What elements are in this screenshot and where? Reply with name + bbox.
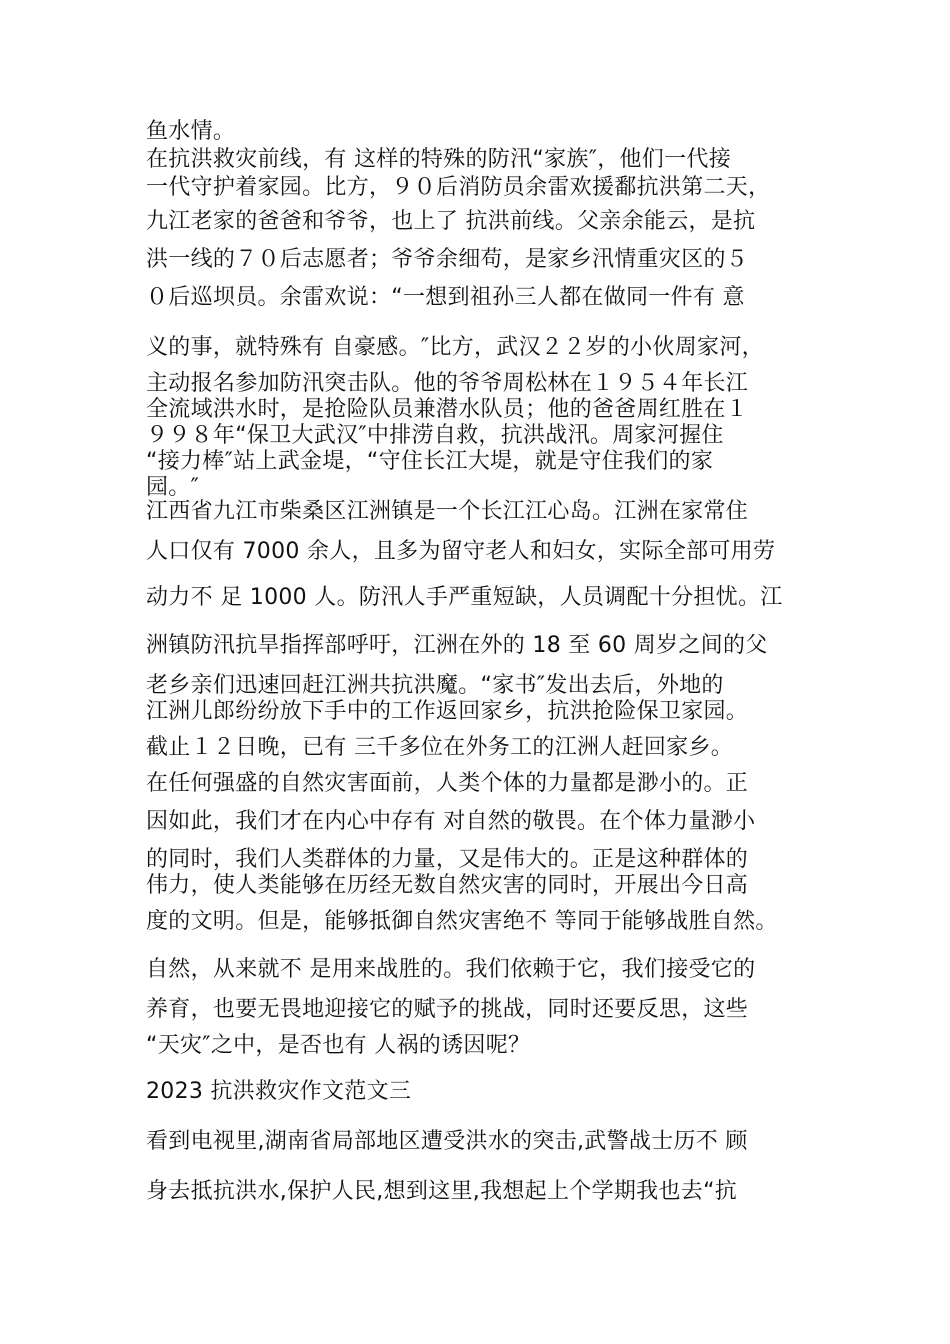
text-line: 人口仅有 7000 余人，且多为留守老人和妇女，实际全部可用劳: [146, 539, 776, 564]
text-line: 江洲儿郎纷纷放下手中的工作返回家乡，抗洪抢险保卫家园。: [146, 699, 749, 724]
text-line: 自然，从来就不 是用来战胜的。我们依赖于它，我们接受它的: [146, 957, 756, 982]
text-line: ９９８年“保卫大武汉″中排涝自救，抗洪战汛。周家河握住: [146, 423, 724, 448]
text-line: 度的文明。但是，能够抵御自然灾害绝不 等同于能够战胜自然。: [146, 909, 778, 934]
text-line: 洲镇防汛抗旱指挥部呼吁，江洲在外的 18 至 60 周岁之间的父: [146, 633, 768, 658]
text-line: 截止１２日晚，已有 三千多位在外务工的江洲人赶回家乡。: [146, 735, 734, 760]
text-line: “天灾″之中，是否也有 人祸的诱因呢？: [146, 1033, 531, 1058]
text-line: 园。″: [146, 475, 200, 500]
text-line: 在任何强盛的自然灾害面前，人类个体的力量都是渺小的。正: [146, 771, 749, 796]
text-line: 江西省九江市柴桑区江洲镇是一个长江江心岛。江洲在家常住: [146, 499, 749, 524]
text-line: 看到电视里,湖南省局部地区遭受洪水的突击,武警战士历不 顾: [146, 1129, 748, 1154]
section-heading: 2023 抗洪救灾作文范文三: [146, 1079, 412, 1104]
text-line: 因如此，我们才在内心中存有 对自然的敬畏。在个体力量渺小: [146, 809, 756, 834]
text-line: 养育，也要无畏地迎接它的赋予的挑战，同时还要反思，这些: [146, 997, 749, 1022]
text-line: “接力棒″站上武金堤，“守住长江大堤，就是守住我们的家: [146, 449, 714, 474]
text-line: 在抗洪救灾前线，有 这样的特殊的防汛“家族″，他们一代接: [146, 147, 732, 172]
text-line: 老乡亲们迅速回赶江洲共抗洪魔。“家书″发出去后，外地的: [146, 673, 724, 698]
text-line: 动力不 足 1000 人。防汛人手严重短缺，人员调配十分担忧。江: [146, 585, 783, 610]
text-line: 九江老家的爸爸和爷爷，也上了 抗洪前线。父亲余能云，是抗: [146, 209, 756, 234]
text-line: 的同时，我们人类群体的力量，又是伟大的。正是这种群体的: [146, 847, 749, 872]
text-line: 伟力，使人类能够在历经无数自然灾害的同时，开展出今日高: [146, 873, 749, 898]
text-line: 身去抵抗洪水,保护人民,想到这里,我想起上个学期我也去“抗: [146, 1179, 738, 1204]
text-line: ０后巡坝员。余雷欢说：“一想到祖孙三人都在做同一件有 意: [146, 285, 745, 310]
text-line: 义的事，就特殊有 自豪感。″比方，武汉２２岁的小伙周家河，: [146, 335, 764, 360]
text-line: 鱼水情。: [146, 119, 236, 144]
text-line: 洪一线的７０后志愿者；爷爷余细苟，是家乡汛情重灾区的５: [146, 247, 749, 272]
text-line: 主动报名参加防汛突击队。他的爷爷周松林在１９５４年长江: [146, 371, 749, 396]
text-line: 全流域洪水时，是抢险队员兼潜水队员；他的爸爸周红胜在１: [146, 397, 749, 422]
text-line: 一代守护着家园。比方，９０后消防员余雷欢援鄱抗洪第二天，: [146, 175, 771, 200]
